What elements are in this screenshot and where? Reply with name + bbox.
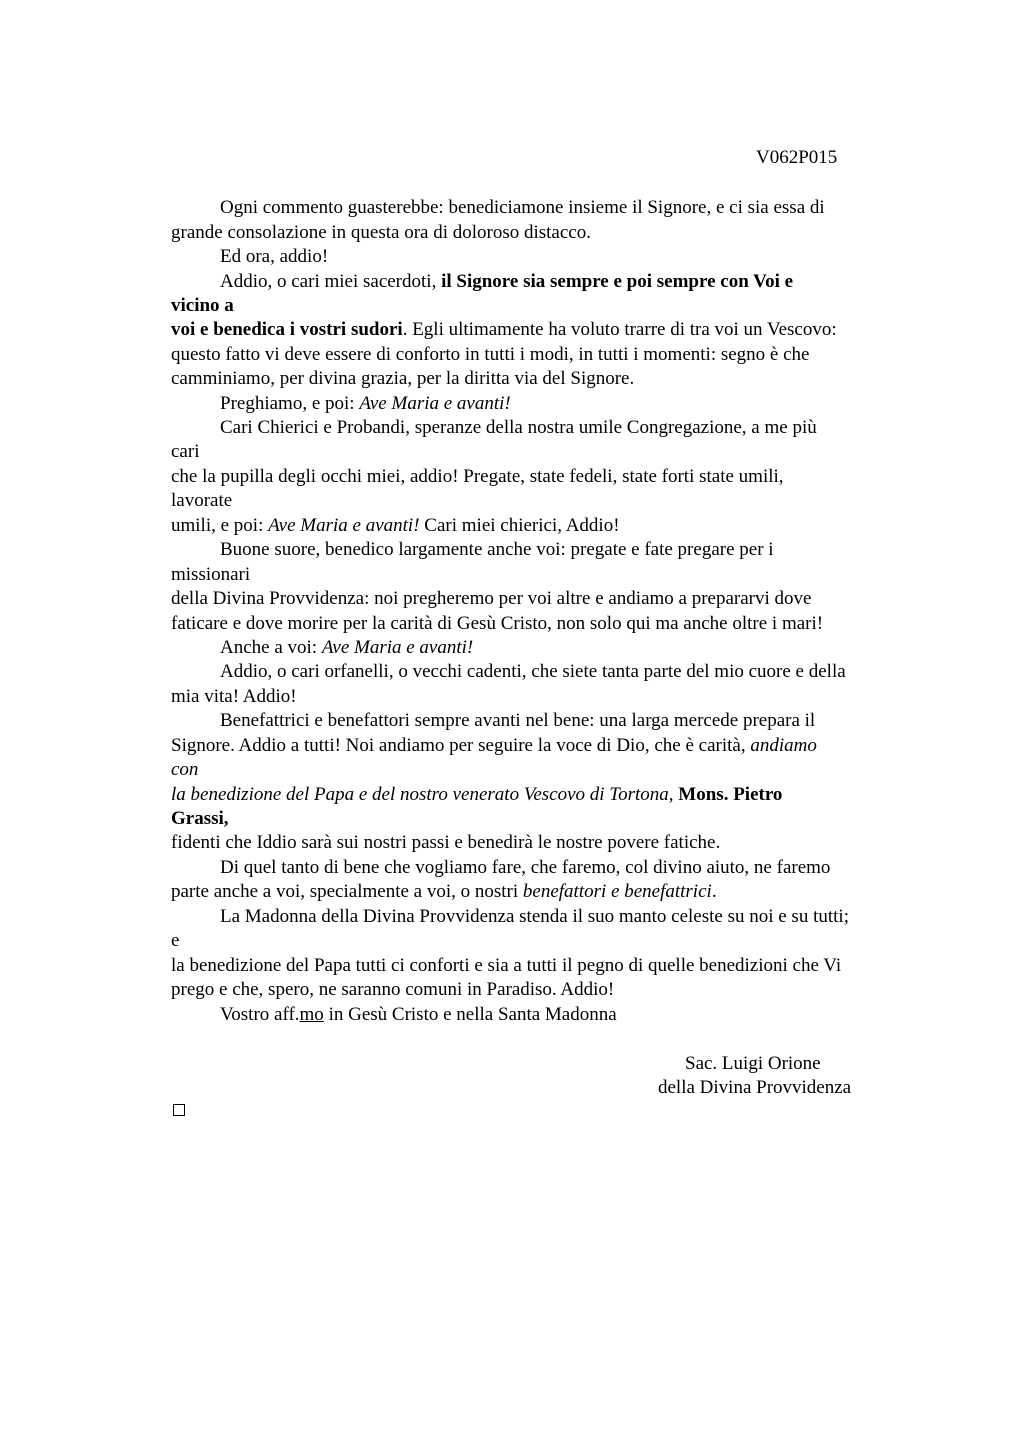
text-line: umili, e poi: Ave Maria e avanti! Cari miei chierici, Addio! xyxy=(171,515,620,536)
document-reference-code: V062P015 xyxy=(756,147,838,168)
signature-congregation: della Divina Provvidenza xyxy=(658,1077,852,1098)
text-line: Signore. Addio a tutti! Noi andiamo per seguire la voce di Dio, che è carità, andiamo xyxy=(171,735,817,756)
text-line: parte anche a voi, specialmente a voi, o nostri benefattori e benefattrici. xyxy=(171,881,717,902)
empty-box-glyph xyxy=(173,1104,185,1116)
text-line: prego e che, spero, ne saranno comuni in Paradiso. Addio! xyxy=(171,979,615,1000)
text-line: Anche a voi: Ave Maria e avanti! xyxy=(220,637,474,658)
text-line: e xyxy=(171,930,180,951)
text-line: Addio, o cari miei sacerdoti, il Signore sia sempre e poi sempre con Voi e xyxy=(220,271,794,292)
text-line: Grassi, xyxy=(171,808,229,829)
text-line: della Divina Provvidenza: noi pregheremo per voi altre e andiamo a prepararvi dove xyxy=(171,588,812,609)
text-line: questo fatto vi deve essere di conforto in tutti i modi, in tutti i momenti: segno è che xyxy=(171,344,810,365)
text-line: La Madonna della Divina Provvidenza stenda il suo manto celeste su noi e su tutti; xyxy=(220,906,849,927)
text-line: Benefattrici e benefattori sempre avanti nel bene: una larga mercede prepara il xyxy=(220,710,816,731)
text-line: vicino a xyxy=(171,295,234,316)
text-line: cari xyxy=(171,441,200,462)
text-line: voi e benedica i vostri sudori. Egli ultimamente ha voluto trarre di tra voi un Vescovo: xyxy=(171,319,837,340)
text-line: missionari xyxy=(171,564,251,585)
text-line: Ogni commento guasterebbe: benediciamone insieme il Signore, e ci sia essa di xyxy=(220,197,825,218)
text-line: la benedizione del Papa tutti ci conforti e sia a tutti il pegno di quelle benedizioni che Vi xyxy=(171,955,842,976)
text-line: Preghiamo, e poi: Ave Maria e avanti! xyxy=(220,393,511,414)
text-line: Di quel tanto di bene che vogliamo fare, che faremo, col divino aiuto, ne faremo xyxy=(220,857,831,878)
text-line: con xyxy=(171,759,199,780)
text-line: che la pupilla degli occhi miei, addio! Pregate, state fedeli, state forti state umili, xyxy=(171,466,784,487)
text-line: Ed ora, addio! xyxy=(220,246,329,267)
text-line: camminiamo, per divina grazia, per la diritta via del Signore. xyxy=(171,368,635,389)
text-line: grande consolazione in questa ora di doloroso distacco. xyxy=(171,222,591,243)
text-line: Cari Chierici e Probandi, speranze della nostra umile Congregazione, a me più xyxy=(220,417,817,438)
text-line: lavorate xyxy=(171,490,233,511)
text-line: Buone suore, benedico largamente anche voi: pregate e fate pregare per i xyxy=(220,539,774,560)
text-line: Addio, o cari orfanelli, o vecchi cadenti, che siete tanta parte del mio cuore e della xyxy=(220,661,846,682)
text-line: Vostro aff.mo in Gesù Cristo e nella Santa Madonna xyxy=(220,1004,617,1025)
text-line: faticare e dove morire per la carità di Gesù Cristo, non solo qui ma anche oltre i mari! xyxy=(171,613,824,634)
text-line: la benedizione del Papa e del nostro venerato Vescovo di Tortona, Mons. Pietro xyxy=(171,784,783,805)
text-line: fidenti che Iddio sarà sui nostri passi e benedirà le nostre povere fatiche. xyxy=(171,832,721,853)
text-line: mia vita! Addio! xyxy=(171,686,297,707)
signature-name: Sac. Luigi Orione xyxy=(685,1053,821,1074)
